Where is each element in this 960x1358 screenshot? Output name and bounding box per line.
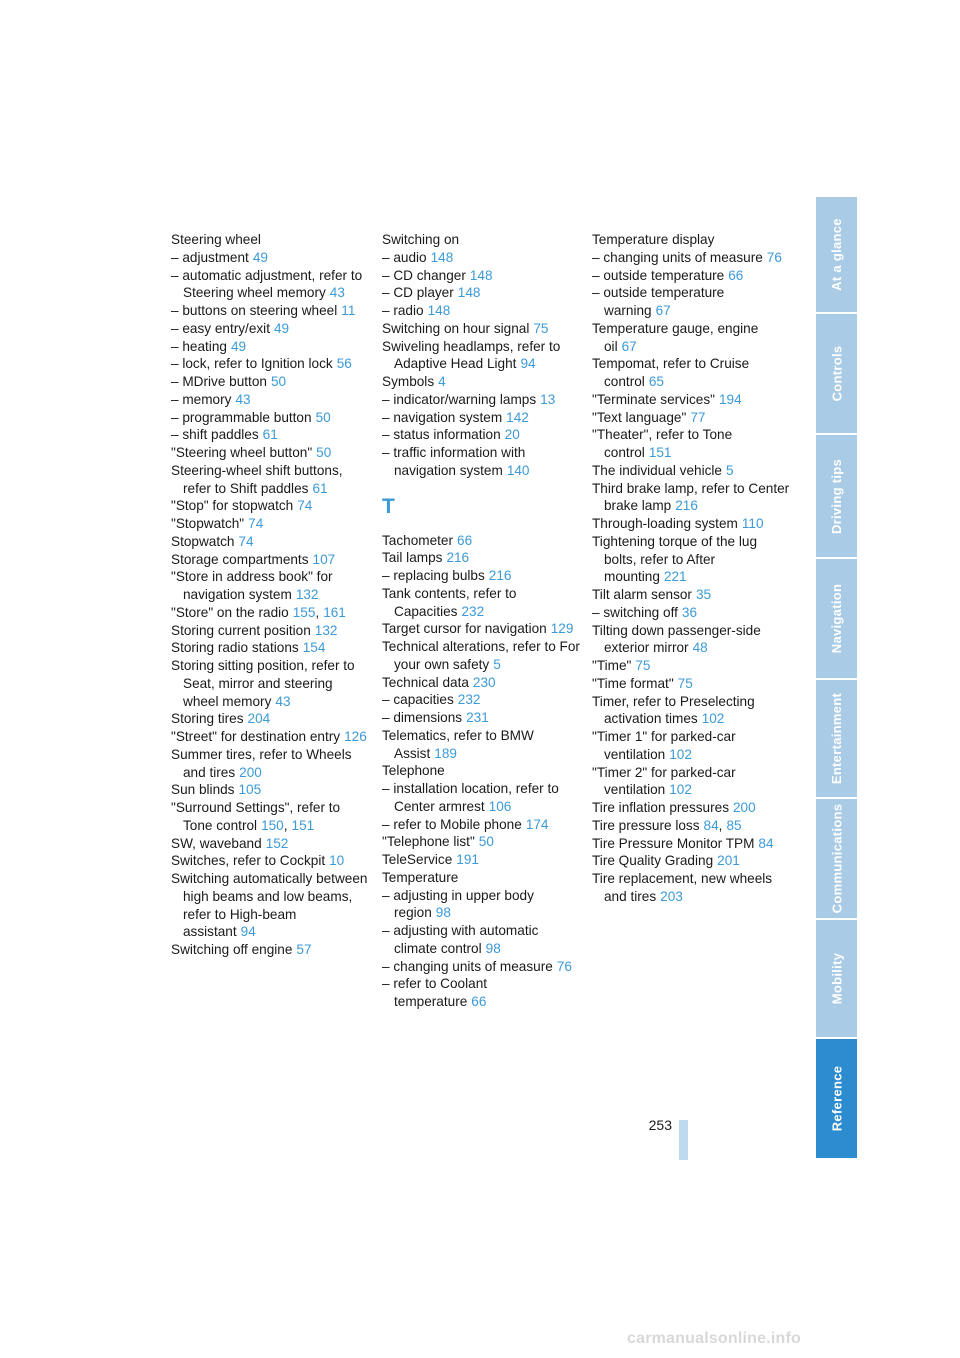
index-entry-text: Stopwatch [171, 533, 235, 549]
page-link[interactable]: 94 [520, 356, 536, 372]
index-entry [592, 462, 792, 480]
index-entry [592, 817, 792, 835]
index-entry [382, 426, 582, 444]
index-entry [592, 409, 792, 427]
page-link[interactable]: 152 [265, 835, 289, 851]
index-entry [592, 586, 792, 604]
index-entry-text: The individual vehicle [592, 462, 722, 478]
index-entry-text: "Timer 1" for parked-car ventilation [592, 729, 736, 762]
index-entry-text: "Text language" [592, 409, 687, 425]
index-entry-text: Storing radio stations [171, 640, 299, 656]
index-entry [382, 249, 582, 267]
page-link[interactable]: 98 [435, 905, 451, 921]
index-entry [592, 604, 792, 622]
index-entry [592, 728, 792, 764]
index-entry [382, 302, 582, 320]
index-entry [382, 620, 582, 638]
index-entry-text: – traffic information with navigation system [382, 445, 526, 478]
page-link[interactable]: 105 [238, 782, 262, 798]
index-entry [592, 320, 792, 356]
index-entry-text: Tire Pressure Monitor TPM [592, 835, 755, 851]
index-entry [382, 727, 582, 763]
page-link[interactable]: 49 [273, 320, 290, 336]
index-entry [171, 320, 371, 338]
index-entry [592, 355, 792, 391]
index-entry-text: Steering wheel [171, 232, 261, 247]
index-entry [592, 480, 792, 516]
page-link[interactable]: 107 [312, 551, 336, 567]
page-link[interactable]: 43 [329, 285, 345, 301]
index-entry [171, 373, 371, 391]
index-entry-text: Switching on hour signal [382, 320, 530, 336]
page-link[interactable]: 161 [323, 604, 346, 620]
sidebar-tab-label: Mobility [829, 952, 845, 1005]
index-entry [171, 852, 371, 870]
sidebar-tab-entertainment[interactable] [816, 680, 857, 799]
index-entry-text: – installation location, refer to Center armrest [382, 781, 559, 814]
index-entry-text: – memory [171, 391, 232, 407]
index-entry-text: – refer to Coolant temperature [382, 976, 488, 1009]
page-link[interactable]: 11 [341, 303, 356, 318]
index-entry-text: "Terminate services" [592, 391, 715, 407]
index-entry [592, 622, 792, 658]
index-entry [171, 391, 371, 409]
page-link[interactable]: 194 [718, 391, 742, 407]
index-entry [382, 320, 582, 338]
index-entry [382, 391, 582, 409]
index-entry [171, 267, 371, 303]
page-link[interactable]: 102 [669, 782, 692, 798]
page-link[interactable]: 200 [733, 800, 756, 815]
page-link[interactable]: 76 [766, 249, 782, 265]
page-link[interactable]: 132 [314, 622, 338, 638]
page-link[interactable]: 151 [291, 817, 315, 833]
index-entry [592, 657, 792, 675]
index-column-1 [171, 231, 371, 959]
index-entry-text: Summer tires, refer to Wheels and tires [171, 746, 352, 780]
sidebar-tab-label: Controls [829, 345, 844, 402]
index-entry-text: Tilting down passenger-side exterior mirror [592, 622, 761, 656]
page-link[interactable]: 10 [329, 853, 345, 869]
index-entry [171, 497, 371, 515]
index-entry [382, 887, 582, 923]
page-link[interactable]: 49 [252, 249, 268, 265]
index-entry [171, 835, 371, 853]
page-link[interactable]: 221 [663, 569, 687, 585]
page-link[interactable]: 74 [297, 498, 313, 514]
index-entry-text: – buttons on steering wheel [171, 303, 338, 318]
index-entry [382, 762, 582, 780]
page-link[interactable]: 43 [235, 391, 251, 407]
sidebar-tab-driving-tips[interactable] [816, 435, 857, 559]
page-number-bar [679, 1120, 688, 1160]
page-link[interactable]: 148 [430, 249, 454, 265]
index-entry-text: Steering-wheel shift buttons, refer to Shift paddles [171, 462, 343, 496]
index-entry-text: "Stop" for stopwatch [171, 498, 294, 514]
page-link[interactable]: 232 [457, 692, 481, 708]
index-entry-text: – adjustment [171, 249, 249, 265]
index-entry-text: Tachometer [382, 532, 454, 548]
sidebar-tab-controls[interactable] [816, 314, 857, 435]
page-link[interactable]: 35 [695, 587, 712, 602]
index-entry-text: Tempomat, refer to Cruise control [592, 356, 750, 389]
sidebar-tab-label: Entertainment [829, 692, 844, 785]
chapter-sidebar [816, 197, 857, 1160]
index-entry-text: – capacities [382, 692, 454, 708]
index-entry-text: – MDrive button [171, 374, 267, 389]
index-entry-text: "Theater", refer to Tone control [592, 427, 733, 460]
index-entry-text: Tire pressure loss [592, 817, 700, 833]
index-entry [382, 975, 582, 1011]
index-entry [382, 816, 582, 834]
index-entry-text: Technical alterations, refer to For your own safety [382, 639, 580, 672]
page-link[interactable]: 50 [478, 834, 494, 850]
page-link[interactable]: 106 [488, 798, 512, 814]
index-entry [382, 267, 582, 285]
page-link[interactable]: 5 [493, 656, 501, 672]
sidebar-tab-label: Navigation [829, 583, 844, 654]
index-entry-text: – dimensions [382, 710, 463, 725]
index-column-2 [382, 231, 582, 1011]
sidebar-tab-label: At a glance [829, 218, 844, 291]
index-entry [382, 691, 582, 709]
page-link[interactable]: 203 [660, 888, 683, 904]
page-link[interactable]: 50 [270, 374, 287, 389]
page-link[interactable]: 132 [295, 587, 319, 602]
index-entry [592, 693, 792, 729]
page-link[interactable]: 216 [675, 498, 698, 514]
section-letter: T [382, 494, 395, 518]
index-entry-text: – outside temperature [592, 267, 725, 283]
index-entry [592, 852, 792, 870]
page-link[interactable]: 189 [434, 745, 457, 761]
page-link[interactable]: 174 [525, 816, 549, 832]
index-entry [382, 958, 582, 976]
index-entry-text: – programmable button [171, 409, 312, 425]
index-entry-text: – CD player [382, 285, 454, 301]
index-entry [382, 674, 582, 692]
index-entry-text: – changing units of measure [592, 249, 763, 265]
page-link[interactable]: 148 [427, 303, 451, 318]
index-entry [592, 267, 792, 285]
index-entry [382, 409, 582, 427]
index-entry-text: – replacing bulbs [382, 568, 485, 583]
index-entry [592, 764, 792, 800]
index-entry-text: "Stopwatch" [171, 516, 245, 531]
index-entry [171, 444, 371, 462]
index-entry-text: Tire replacement, new wheels and tires [592, 871, 773, 904]
index-entry [171, 355, 371, 373]
sidebar-tab-label: Driving tips [829, 458, 845, 534]
index-entry-text: Temperature display [592, 232, 715, 247]
index-entry [171, 551, 371, 569]
index-entry [382, 373, 582, 391]
page-link[interactable]: 84 [758, 835, 774, 851]
page-link[interactable]: 230 [472, 674, 496, 690]
page-link[interactable]: 204 [247, 711, 271, 727]
page-link[interactable]: 98 [485, 940, 501, 956]
index-entry-text: TeleService [382, 852, 453, 867]
page-link[interactable]: 76 [556, 958, 572, 974]
page-link[interactable]: 201 [717, 853, 740, 869]
index-entry-text: – switching off [592, 604, 678, 620]
page-link[interactable]: 61 [262, 427, 278, 443]
page-link[interactable]: 4 [438, 374, 446, 389]
index-entry [382, 638, 582, 674]
page-link[interactable]: 13 [540, 391, 556, 407]
page-link[interactable]: 231 [466, 710, 489, 725]
page-link[interactable]: 66 [471, 994, 487, 1009]
index-entry [592, 835, 792, 853]
index-entry [171, 710, 371, 728]
index-entry-text: Timer, refer to Preselecting activation times [592, 693, 755, 727]
index-entry [382, 851, 582, 869]
index-entry-text: Swiveling headlamps, refer to Adaptive Head Light [382, 338, 561, 372]
index-entry [382, 231, 582, 249]
index-entry-text: Through-loading system [592, 516, 738, 531]
index-entry-text: "Time" [592, 658, 632, 673]
page-link[interactable]: 50 [315, 409, 331, 425]
index-entry [171, 622, 371, 640]
index-entry [592, 533, 792, 586]
index-entry [171, 604, 371, 622]
index-entry [382, 338, 582, 374]
index-entry [592, 231, 792, 249]
index-entry [592, 799, 792, 817]
index-entry-text: Tilt alarm sensor [592, 587, 692, 602]
page-link[interactable]: 85 [726, 817, 742, 833]
index-entry-text: Telematics, refer to BMW Assist [382, 727, 534, 761]
index-entry-text: SW, waveband [171, 835, 262, 851]
index-entry [171, 338, 371, 356]
index-column-3 [592, 231, 792, 906]
index-entry-text: – adjusting with automatic climate control [382, 923, 539, 956]
index-entry-text: – status information [382, 427, 501, 443]
sidebar-tab-reference[interactable] [816, 1039, 857, 1160]
index-entry-text: – refer to Mobile phone [382, 816, 522, 832]
index-entry-text: "Store" on the radio [171, 604, 289, 620]
index-entry-text: – adjusting in upper body region [382, 887, 534, 921]
page-link[interactable]: 43 [275, 693, 291, 709]
page-link[interactable]: 67 [655, 303, 671, 318]
index-entry-text: Symbols [382, 374, 435, 389]
index-entry-text: Tank contents, refer to Capacities [382, 585, 517, 619]
index-entry-text: "Surround Settings", refer to Tone control [171, 800, 341, 833]
index-entry-text: – lock, refer to Ignition lock [171, 356, 333, 372]
page-link[interactable]: 126 [344, 729, 367, 744]
page-link[interactable]: 84 [703, 817, 719, 833]
sidebar-tab-navigation[interactable] [816, 559, 857, 680]
page-link[interactable]: 75 [677, 675, 693, 691]
page-link[interactable]: 94 [240, 924, 256, 940]
page-link[interactable]: 110 [741, 516, 764, 531]
index-entry-text: – navigation system [382, 409, 503, 425]
index-entry [171, 639, 371, 657]
index-entry [382, 869, 582, 887]
index-entry [592, 249, 792, 267]
index-entry-text: Switching automatically between high beams and low beams, refer to High-beam assistant [171, 871, 368, 940]
page-link[interactable]: 102 [669, 746, 692, 762]
index-entry-text: Storing sitting position, refer to Seat, mirror and steering wheel memory [171, 658, 355, 709]
page-link[interactable]: 66 [457, 532, 473, 548]
sidebar-tab-mobility[interactable] [816, 920, 857, 1039]
index-entry [171, 409, 371, 427]
index-entry [382, 549, 582, 567]
index-entry [382, 833, 582, 851]
index-entry-text: Technical data [382, 674, 469, 690]
page-link[interactable]: 102 [701, 711, 725, 727]
index-entry [171, 462, 371, 498]
index-entry-text: – heating [171, 338, 227, 354]
index-entry [171, 941, 371, 959]
index-entry-text: "Timer 2" for parked-car ventilation [592, 764, 736, 798]
page-link[interactable]: 56 [336, 356, 352, 372]
index-entry [382, 284, 582, 302]
page-link[interactable]: 36 [681, 604, 698, 620]
page-link[interactable]: 142 [506, 409, 529, 425]
index-entry [592, 515, 792, 533]
index-entry [171, 231, 371, 249]
index-entry [592, 391, 792, 409]
page-link[interactable]: 74 [248, 516, 264, 531]
index-entry [171, 515, 371, 533]
page-link[interactable]: 216 [488, 568, 512, 583]
page-link[interactable]: 61 [312, 480, 328, 496]
page-link[interactable]: 151 [648, 445, 672, 460]
index-entry-text: – outside temperature warning [592, 285, 725, 318]
sidebar-tab-label: Communications [829, 803, 844, 914]
page-separator: , [315, 604, 320, 620]
page-link[interactable]: 65 [648, 374, 664, 389]
index-entry [171, 657, 371, 710]
index-entry-text: "Store in address book" for navigation system [171, 569, 333, 602]
page-link[interactable]: 75 [635, 658, 651, 673]
page-link[interactable]: 148 [457, 285, 481, 301]
sidebar-tab-at-a-glance[interactable] [816, 197, 857, 314]
index-entry-text: Storage compartments [171, 551, 309, 567]
index-entry [592, 870, 792, 906]
index-entry [171, 746, 371, 782]
index-entry [592, 426, 792, 462]
index-entry [382, 532, 582, 550]
index-entry [171, 799, 371, 835]
index-entry [171, 781, 371, 799]
index-entry-text: – changing units of measure [382, 958, 553, 974]
page-number: 253 [648, 1117, 672, 1133]
index-entry [382, 585, 582, 621]
page-link[interactable]: 20 [504, 427, 520, 443]
index-entry-text: Switches, refer to Cockpit [171, 853, 326, 869]
index-entry-text: "Steering wheel button" [171, 445, 313, 460]
page-link[interactable]: 216 [446, 550, 470, 566]
index-entry-text: Temperature gauge, engine oil [592, 320, 759, 354]
index-entry-text: Switching on [382, 232, 460, 247]
page-link[interactable]: 50 [316, 445, 332, 460]
page-link[interactable]: 129 [550, 621, 574, 637]
index-entry [171, 728, 371, 746]
index-entry-text: Sun blinds [171, 782, 235, 798]
index-entry-text: – automatic adjustment, refer to Steering wheel memory [171, 267, 363, 301]
sidebar-tab-communications[interactable] [816, 799, 857, 920]
index-entry [171, 249, 371, 267]
index-entry-text: – indicator/warning lamps [382, 391, 537, 407]
index-entry-text: – audio [382, 249, 427, 265]
page-link[interactable]: 67 [621, 338, 637, 354]
page-link[interactable]: 155 [292, 604, 316, 620]
page-link[interactable]: 150 [261, 817, 284, 833]
index-entry-text: Tire Quality Grading [592, 853, 714, 869]
page-link[interactable]: 49 [230, 338, 247, 354]
index-entry [382, 444, 582, 480]
page-link[interactable]: 191 [456, 852, 479, 867]
index-entry [382, 709, 582, 727]
index-entry-text: "Street" for destination entry [171, 729, 341, 744]
page-link[interactable]: 154 [302, 640, 326, 656]
index-entry-text: – CD changer [382, 267, 466, 283]
index-entry-text: Temperature [382, 869, 459, 885]
page-link[interactable]: 5 [725, 462, 734, 478]
index-entry-text: Switching off engine [171, 942, 293, 957]
index-entry-text: "Telephone list" [382, 834, 475, 850]
page-link[interactable]: 57 [296, 942, 312, 957]
index-entry-text: Third brake lamp, refer to Center brake lamp [592, 480, 790, 514]
index-entry [171, 568, 371, 604]
index-entry [171, 870, 371, 941]
index-entry-text: Storing current position [171, 622, 311, 638]
index-entry [382, 922, 582, 958]
index-entry-text: Tightening torque of the lug bolts, refer to After mounting [592, 533, 758, 585]
page-separator: , [718, 817, 723, 833]
page-link[interactable]: 140 [506, 462, 530, 478]
index-entry [592, 284, 792, 320]
index-entry [171, 426, 371, 444]
index-entry [171, 533, 371, 551]
index-entry-text: – shift paddles [171, 427, 259, 443]
index-entry [382, 567, 582, 585]
page-separator: , [283, 817, 288, 833]
watermark: carmanualsonline.info [627, 1330, 802, 1347]
index-entry-text: Telephone [382, 763, 445, 779]
index-entry-text: "Time format" [592, 675, 674, 691]
page-link[interactable]: 77 [690, 409, 706, 425]
index-entry-text: – radio [382, 303, 424, 318]
page-link[interactable]: 66 [728, 267, 744, 283]
index-entry-text: Tail lamps [382, 550, 443, 566]
index-entry-text: Storing tires [171, 711, 244, 727]
index-entry [382, 780, 582, 816]
page-link[interactable]: 148 [469, 267, 493, 283]
page-link[interactable]: 200 [239, 764, 262, 780]
index-entry-text: Target cursor for navigation [382, 621, 547, 637]
index-entry-text: – easy entry/exit [171, 320, 270, 336]
sidebar-tab-label: Reference [829, 1065, 845, 1132]
page-link[interactable]: 74 [238, 533, 254, 549]
page-link[interactable]: 232 [461, 603, 485, 619]
page-link[interactable]: 48 [692, 640, 708, 656]
index-entry [592, 675, 792, 693]
index-entry-text: Tire inflation pressures [592, 800, 729, 815]
index-entry [171, 302, 371, 320]
page-link[interactable]: 75 [533, 320, 549, 336]
